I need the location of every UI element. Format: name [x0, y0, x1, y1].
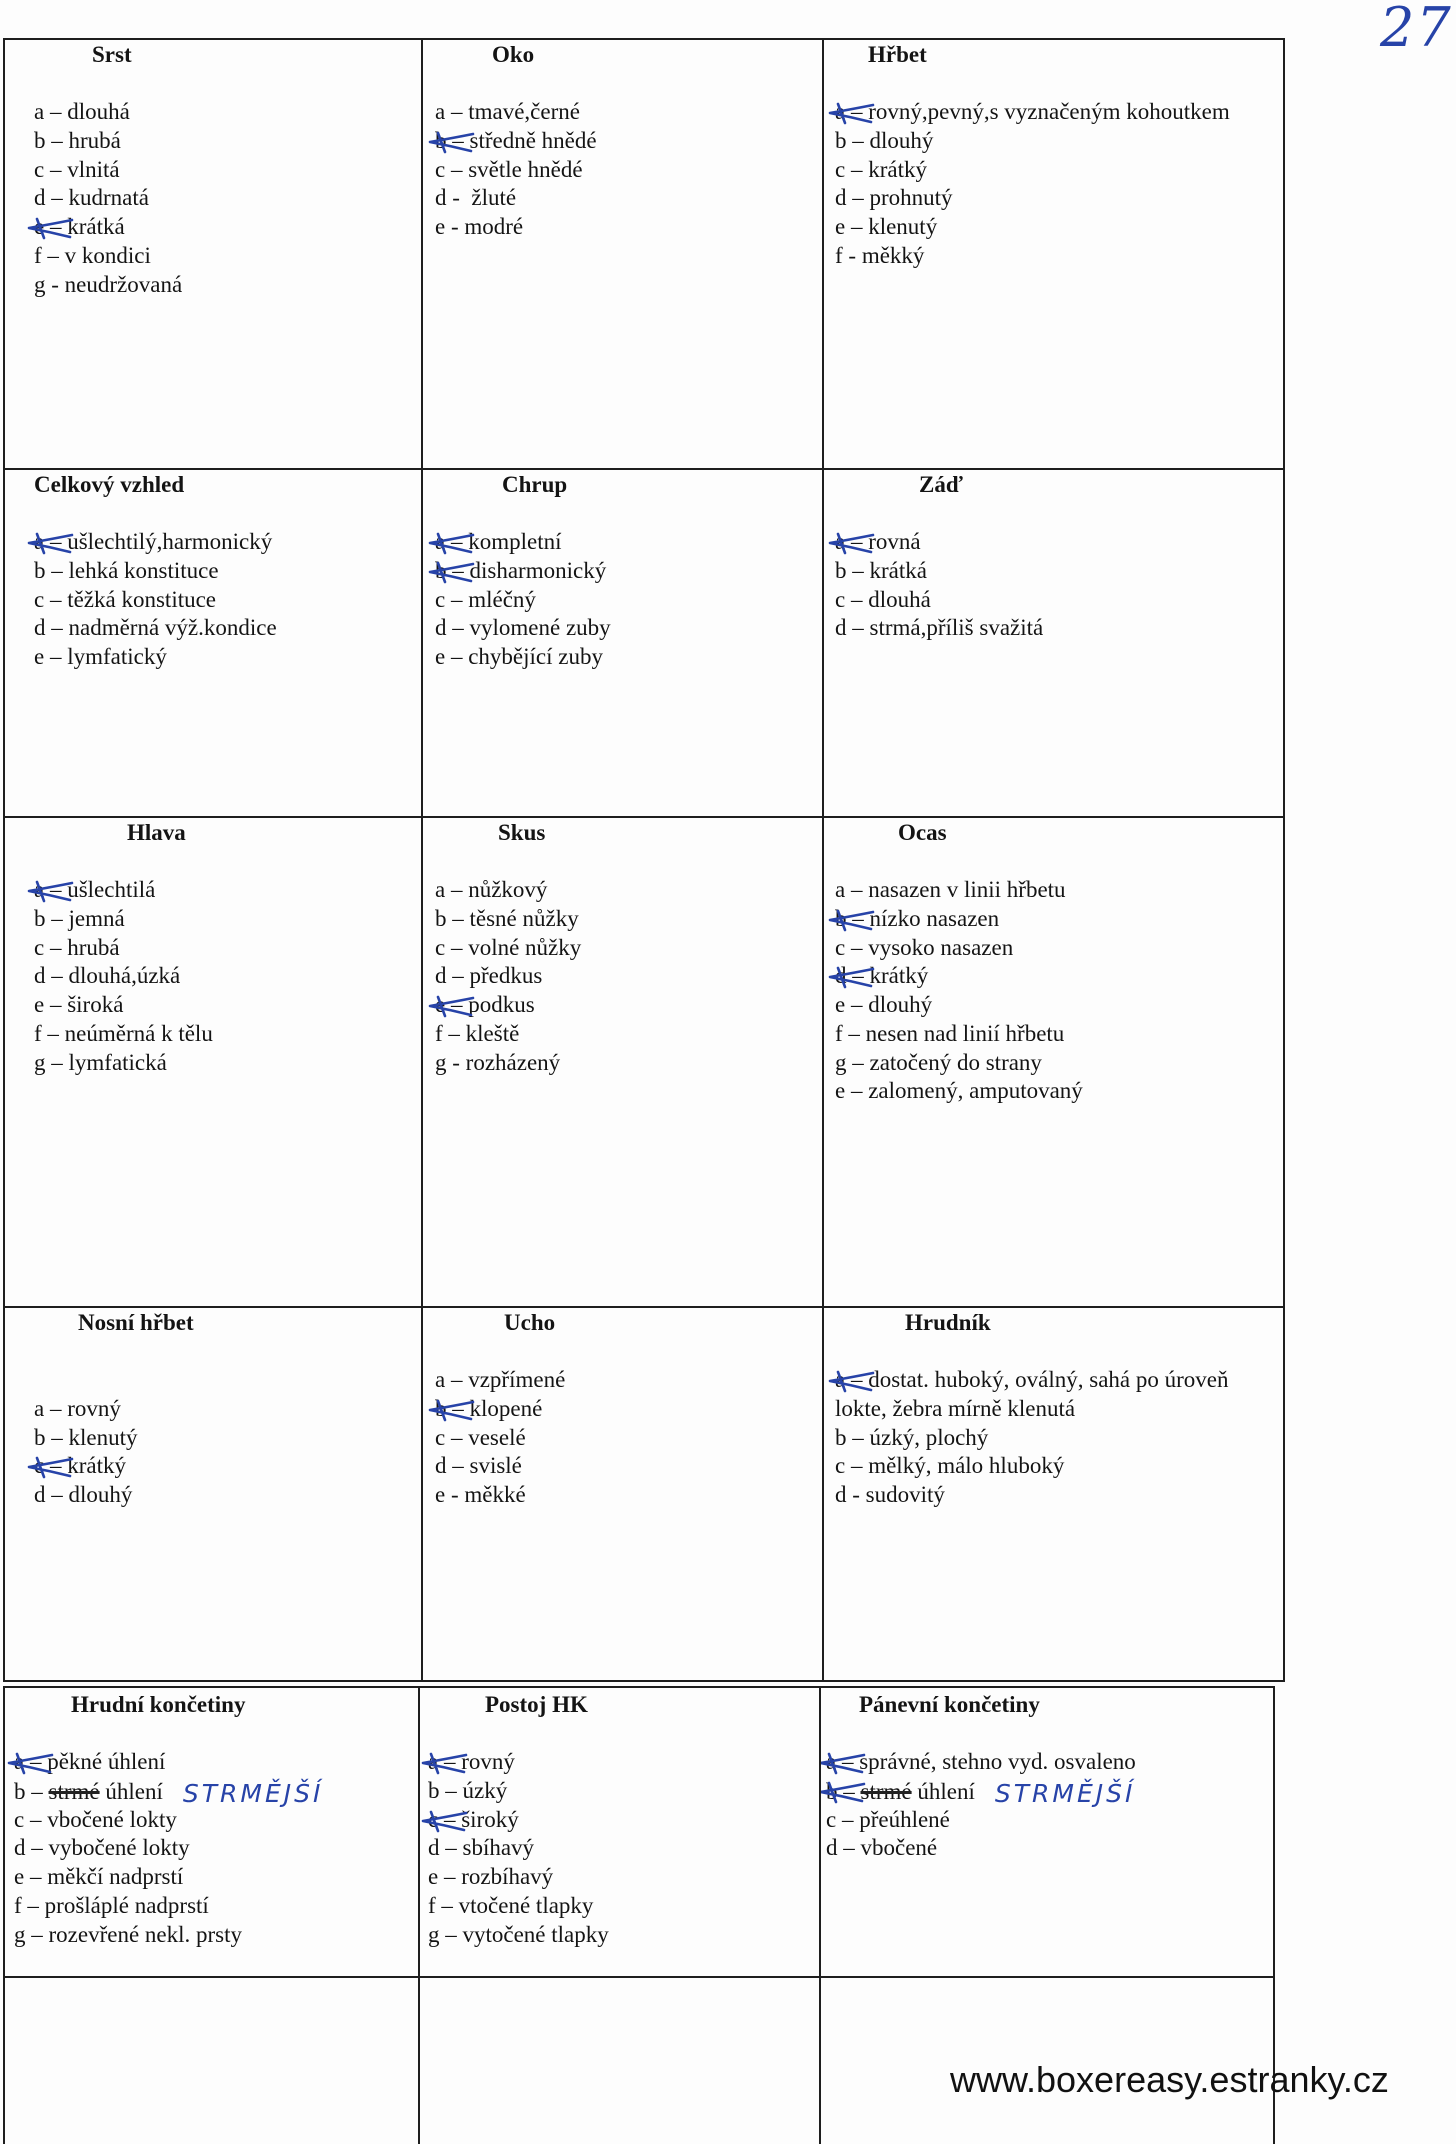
- cell-title: Oko: [492, 42, 535, 67]
- option-item: [435, 213, 822, 242]
- cell-zad: [824, 470, 1283, 816]
- cell-title: Srst: [92, 42, 132, 67]
- option-text: e – zalomený, amputovaný: [835, 1078, 1083, 1104]
- option-text: g – rozevřené nekl. prsty: [14, 1921, 243, 1947]
- option-item: [835, 557, 1283, 586]
- option-item: [34, 1049, 421, 1078]
- check-mark-stroke: [830, 104, 873, 123]
- option-text: c – krátký: [34, 1453, 126, 1479]
- option-text: b – dlouhý: [835, 128, 934, 154]
- option-item: [428, 1748, 819, 1777]
- check-mark-icon: [420, 1808, 469, 1834]
- option-text: d – kudrnatá: [34, 185, 149, 211]
- check-mark-icon: [426, 993, 476, 1019]
- option-text: c – přeúhlené: [826, 1806, 950, 1832]
- cell-srst: [5, 40, 421, 468]
- option-item: [435, 1395, 822, 1424]
- option-item: [34, 905, 421, 934]
- option-text: d – dlouhý: [34, 1482, 133, 1508]
- option-item: [835, 1424, 1283, 1453]
- cell-title: Záď: [919, 472, 963, 497]
- option-item: [835, 905, 1283, 934]
- option-text: c – krátký: [835, 156, 927, 182]
- option-text: f – prošláplé nadprstí: [14, 1892, 209, 1918]
- option-text: a – kompletní: [435, 529, 562, 555]
- option-item: [835, 876, 1283, 905]
- option-item: [835, 586, 1283, 615]
- handwritten-note: STRMĚJŠÍ: [994, 1779, 1136, 1809]
- option-item: [835, 1452, 1283, 1481]
- option-item: [34, 1020, 421, 1049]
- option-text: c – mléčný: [435, 586, 536, 612]
- option-item: [835, 528, 1283, 557]
- option-text: b – klopené: [435, 1396, 543, 1422]
- option-text: d - žluté: [435, 185, 517, 211]
- option-item: [34, 557, 421, 586]
- option-item: [835, 156, 1283, 185]
- check-mark-icon: [826, 100, 876, 126]
- option-text: a – rovný,pevný,s vyznačeným kohoutkem: [835, 99, 1230, 125]
- option-item: [435, 156, 822, 185]
- option-text: lokte, žebra mírně klenutá: [835, 1396, 1076, 1422]
- option-item: [34, 614, 421, 643]
- option-item: [435, 934, 822, 963]
- cell-celkovy-vzhled: [5, 470, 421, 816]
- option-item: [34, 156, 421, 185]
- option-item: [435, 528, 822, 557]
- option-item: [826, 1834, 1273, 1863]
- option-text: g - rozházený: [435, 1049, 561, 1075]
- option-text: c – široký: [428, 1806, 519, 1832]
- check-mark-stroke: [830, 911, 873, 930]
- option-list: [435, 876, 822, 1077]
- option-text: f - měkký: [835, 242, 925, 268]
- cell-hrudni-koncetiny: [5, 1688, 418, 1976]
- option-list: [835, 98, 1283, 270]
- cell-hlava: [5, 818, 421, 1306]
- option-item: [835, 1395, 1283, 1424]
- option-item: [435, 98, 822, 127]
- option-item: [428, 1834, 819, 1863]
- cell-title: Ocas: [898, 820, 947, 845]
- cell-title: Celkový vzhled: [34, 472, 185, 497]
- option-text: b – nízko nasazen: [835, 906, 1000, 932]
- struck-word: strmé: [48, 1779, 100, 1805]
- option-text: e – široká: [34, 992, 124, 1018]
- check-mark-stroke: [821, 1754, 864, 1773]
- check-mark-icon: [826, 530, 876, 556]
- option-item: [835, 127, 1283, 156]
- option-text: e – rozbíhavý: [428, 1864, 554, 1890]
- option-item: [14, 1806, 418, 1835]
- option-text: c – hrubá: [34, 934, 120, 960]
- cell-title: Hřbet: [868, 42, 927, 67]
- option-text: a – nasazen v linii hřbetu: [835, 877, 1066, 903]
- option-item: [435, 876, 822, 905]
- option-text: b – úzký: [428, 1778, 508, 1804]
- check-mark-stroke: [830, 534, 873, 553]
- option-text-rest: úhlení: [911, 1779, 975, 1805]
- option-text: b – disharmonický: [435, 558, 607, 584]
- option-text: a – rovný: [34, 1396, 121, 1422]
- option-text: a – rovná: [835, 529, 921, 555]
- option-item: [435, 1020, 822, 1049]
- option-text: d – předkus: [435, 963, 543, 989]
- option-list: [34, 1395, 421, 1510]
- option-item: [826, 1806, 1273, 1835]
- option-item: [34, 98, 421, 127]
- option-text: c – dlouhá: [835, 586, 931, 612]
- cell-skus: [423, 818, 822, 1306]
- cell-chrup: [423, 470, 822, 816]
- option-list: [34, 98, 421, 299]
- check-mark-stroke: [423, 1812, 466, 1831]
- option-text: e - modré: [435, 214, 524, 240]
- option-text: c – těžká konstituce: [34, 586, 217, 612]
- check-mark-stroke: [29, 534, 72, 553]
- cell-title: Hrudní končetiny: [71, 1692, 246, 1717]
- cell-nosni-hrbet: [5, 1308, 421, 1680]
- option-text: g – lymfatická: [34, 1049, 167, 1075]
- option-item: [34, 242, 421, 271]
- check-mark-icon: [25, 530, 75, 556]
- option-item: [835, 1049, 1283, 1078]
- option-item: [435, 1424, 822, 1453]
- option-text: d - sudovitý: [835, 1482, 945, 1508]
- option-item: [428, 1777, 819, 1806]
- option-item: [826, 1777, 1273, 1809]
- check-mark-stroke: [830, 1372, 873, 1391]
- option-text: b –: [826, 1779, 861, 1805]
- option-text: d – vbočené: [826, 1835, 938, 1861]
- option-item: [14, 1834, 418, 1863]
- option-item: [835, 934, 1283, 963]
- option-item: [14, 1777, 418, 1809]
- cell-panevni-koncetiny: [821, 1688, 1273, 1976]
- cell-ucho: [423, 1308, 822, 1680]
- cell-ocas: [824, 818, 1283, 1306]
- option-item: [835, 1020, 1283, 1049]
- check-mark-icon: [25, 878, 75, 904]
- cell-hrbet: [824, 40, 1283, 468]
- cell-title: Nosní hřbet: [78, 1310, 194, 1335]
- option-text: a – rovný: [428, 1749, 515, 1775]
- option-item: [34, 1424, 421, 1453]
- option-item: [34, 934, 421, 963]
- check-mark-stroke: [29, 219, 72, 238]
- option-item: [34, 991, 421, 1020]
- check-mark-stroke: [430, 1401, 473, 1420]
- check-mark-stroke: [430, 534, 473, 553]
- option-list: [835, 876, 1283, 1106]
- option-item: [428, 1892, 819, 1921]
- option-text: f – vtočené tlapky: [428, 1892, 594, 1918]
- check-mark-stroke: [821, 1783, 864, 1802]
- cell-postoj-hk: [420, 1688, 819, 1976]
- option-text-rest: úhlení: [99, 1779, 163, 1805]
- option-text: d – prohnutý: [835, 185, 953, 211]
- option-item: [34, 1452, 421, 1481]
- option-item: [34, 1395, 421, 1424]
- check-mark-icon: [426, 559, 476, 585]
- check-mark-icon: [826, 964, 876, 990]
- option-item: [435, 557, 822, 586]
- option-text: b – úzký, plochý: [835, 1424, 989, 1450]
- option-item: [435, 586, 822, 615]
- option-item: [435, 1481, 822, 1510]
- option-item: [14, 1892, 418, 1921]
- check-mark-stroke: [430, 997, 473, 1016]
- option-list: [435, 1366, 822, 1509]
- option-text: g – vytočené tlapky: [428, 1921, 609, 1947]
- check-mark-icon: [426, 1397, 476, 1423]
- cell-hrudnik: [824, 1308, 1283, 1680]
- option-text: a – nůžkový: [435, 877, 548, 903]
- website-watermark: www.boxereasy.estranky.cz: [950, 2059, 1389, 2100]
- check-mark-icon: [826, 907, 876, 933]
- option-text: b – klenutý: [34, 1424, 138, 1450]
- struck-word: strmé: [860, 1779, 912, 1805]
- option-text: b – těsné nůžky: [435, 906, 579, 932]
- option-item: [835, 962, 1283, 991]
- option-item: [14, 1863, 418, 1892]
- option-item: [435, 643, 822, 672]
- option-item: [835, 1481, 1283, 1510]
- check-mark-stroke: [430, 133, 473, 152]
- option-text: c – světle hnědé: [435, 156, 583, 182]
- option-text: e – podkus: [435, 992, 535, 1018]
- option-text: c – vysoko nasazen: [835, 934, 1014, 960]
- option-item: [835, 242, 1283, 271]
- option-item: [435, 991, 822, 1020]
- option-item: [435, 962, 822, 991]
- option-item: [34, 962, 421, 991]
- option-text: c – volné nůžky: [435, 934, 582, 960]
- option-text: f – kleště: [435, 1020, 520, 1046]
- option-text: d – nadměrná výž.kondice: [34, 615, 277, 641]
- option-text: b – krátká: [835, 558, 927, 584]
- option-text: e – dlouhý: [835, 992, 933, 1018]
- option-item: [835, 184, 1283, 213]
- option-text: f – neúměrná k tělu: [34, 1020, 213, 1046]
- option-text: e – krátká: [34, 214, 125, 240]
- option-item: [435, 1366, 822, 1395]
- option-item: [34, 586, 421, 615]
- option-text: a – pěkné úhlení: [14, 1749, 166, 1775]
- option-text: a – ušlechtilá: [34, 877, 156, 903]
- check-mark-icon: [821, 1750, 867, 1776]
- option-text: d – dlouhá,úzká: [34, 963, 181, 989]
- check-mark-icon: [25, 1454, 75, 1480]
- upper-table: [3, 38, 1285, 1682]
- option-text: b – hrubá: [34, 128, 121, 154]
- option-item: [34, 528, 421, 557]
- check-mark-icon: [826, 1368, 876, 1394]
- option-item: [435, 127, 822, 156]
- check-mark-stroke: [430, 563, 473, 582]
- option-text: e – chybějící zuby: [435, 644, 603, 670]
- option-text: e - měkké: [435, 1482, 526, 1508]
- option-text: a – ušlechtilý,harmonický: [34, 529, 273, 555]
- option-text: a – vzpřímené: [435, 1367, 566, 1393]
- cell-title: Hrudník: [905, 1310, 991, 1335]
- option-item: [34, 184, 421, 213]
- option-text: e – měkčí nadprstí: [14, 1864, 184, 1890]
- option-text: g - neudržovaná: [34, 271, 183, 297]
- option-item: [34, 1481, 421, 1510]
- option-item: [428, 1921, 819, 1950]
- option-item: [835, 213, 1283, 242]
- option-text: e – lymfatický: [34, 644, 167, 670]
- option-text: d – krátký: [835, 963, 929, 989]
- option-item: [435, 614, 822, 643]
- check-mark-icon: [821, 1779, 867, 1805]
- option-text: d – strmá,příliš svažitá: [835, 615, 1044, 641]
- option-item: [34, 876, 421, 905]
- option-text: c – vbočené lokty: [14, 1806, 177, 1832]
- option-item: [435, 905, 822, 934]
- option-item: [435, 184, 822, 213]
- option-text: d – sbíhavý: [428, 1835, 535, 1861]
- option-text: b – lehká konstituce: [34, 558, 219, 584]
- check-mark-stroke: [423, 1754, 466, 1773]
- handwritten-page-number: 27: [1380, 0, 1453, 59]
- cell-oko: [423, 40, 822, 468]
- option-item: [14, 1748, 418, 1777]
- option-text: a – tmavé,černé: [435, 99, 580, 125]
- option-list: [835, 528, 1283, 643]
- option-list: [435, 528, 822, 671]
- option-list: [14, 1748, 418, 1949]
- check-mark-stroke: [9, 1754, 52, 1773]
- option-list: [826, 1748, 1273, 1863]
- cell-title: Chrup: [502, 472, 568, 497]
- option-text: b – jemná: [34, 906, 125, 932]
- option-item: [835, 1366, 1283, 1395]
- check-mark-stroke: [29, 1458, 72, 1477]
- cell-title: Skus: [498, 820, 546, 845]
- option-text: f – v kondici: [34, 242, 151, 268]
- option-text: d – vybočené lokty: [14, 1835, 190, 1861]
- check-mark-stroke: [29, 882, 72, 901]
- option-text: a – dlouhá: [34, 99, 130, 125]
- option-text: c – vlnitá: [34, 156, 120, 182]
- check-mark-icon: [5, 1750, 55, 1776]
- option-item: [835, 614, 1283, 643]
- option-text: b –: [14, 1779, 49, 1805]
- option-item: [34, 643, 421, 672]
- option-list: [428, 1748, 819, 1949]
- option-item: [435, 1049, 822, 1078]
- option-text: a – dostat. huboký, oválný, sahá po úroveň: [835, 1367, 1229, 1393]
- option-item: [34, 271, 421, 300]
- option-item: [435, 1452, 822, 1481]
- check-mark-icon: [426, 530, 476, 556]
- option-list: [435, 98, 822, 241]
- option-item: [835, 98, 1283, 127]
- option-text: f – nesen nad linií hřbetu: [835, 1020, 1065, 1046]
- option-text: a – správné, stehno vyd. osvaleno: [826, 1749, 1136, 1775]
- check-mark-stroke: [830, 968, 873, 987]
- check-mark-icon: [25, 215, 75, 241]
- option-text: c – veselé: [435, 1424, 526, 1450]
- cell-title: Hlava: [127, 820, 186, 845]
- option-text: g – zatočený do strany: [835, 1049, 1042, 1075]
- option-item: [428, 1863, 819, 1892]
- check-mark-icon: [420, 1750, 469, 1776]
- handwritten-note: STRMĚJŠÍ: [182, 1779, 324, 1809]
- empty-cell: [420, 1978, 819, 2144]
- option-text: d – svislé: [435, 1453, 522, 1479]
- option-list: [34, 528, 421, 671]
- option-item: [428, 1806, 819, 1835]
- cell-title: Pánevní končetiny: [859, 1692, 1040, 1717]
- cell-title: Postoj HK: [485, 1692, 588, 1717]
- option-text: e – klenutý: [835, 214, 938, 240]
- option-text: b – středně hnědé: [435, 128, 597, 154]
- option-item: [826, 1748, 1273, 1777]
- option-item: [34, 127, 421, 156]
- option-item: [835, 991, 1283, 1020]
- option-text: c – mělký, málo hluboký: [835, 1453, 1065, 1479]
- cell-title: Ucho: [504, 1310, 556, 1335]
- option-text: d – vylomené zuby: [435, 615, 611, 641]
- option-item: [835, 1077, 1283, 1106]
- option-list: [34, 876, 421, 1077]
- empty-cell: [5, 1978, 418, 2144]
- check-mark-icon: [426, 129, 476, 155]
- option-item: [14, 1921, 418, 1950]
- option-list: [835, 1366, 1283, 1509]
- option-item: [34, 213, 421, 242]
